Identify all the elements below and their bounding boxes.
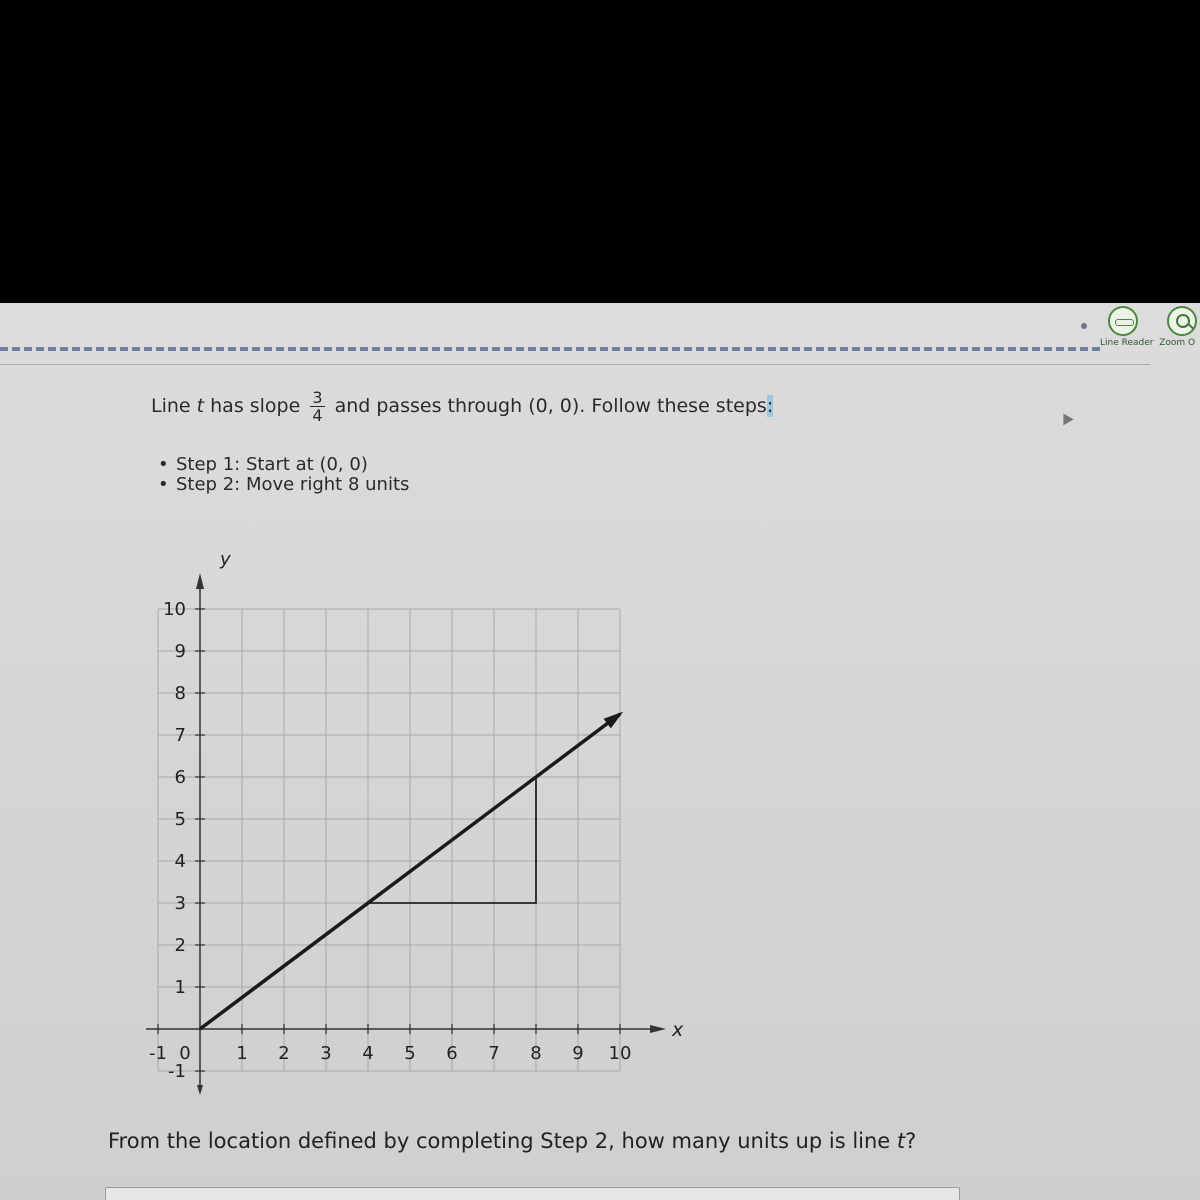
line-variable: t (196, 395, 205, 417)
x-tick-label: 10 (608, 1043, 632, 1064)
y-axis-arrow (196, 573, 204, 589)
question-variable: t (896, 1129, 906, 1153)
x-tick-label: 6 (446, 1043, 458, 1064)
step-item: • Step 1: Start at (0, 0) (158, 454, 368, 475)
y-tick-label: 3 (174, 893, 186, 914)
x-tick-label: 5 (404, 1043, 416, 1064)
x-tick-label: 2 (278, 1043, 290, 1064)
question-text: From the location defined by completing Step 2, how many units up is line t? (108, 1129, 917, 1153)
line-reader-label: Line Reader (1100, 338, 1154, 348)
x-tick-label: 0 (179, 1043, 191, 1064)
x-tick-label: 1 (236, 1043, 248, 1064)
y-axis-label: y (220, 549, 231, 570)
y-tick-label: 7 (174, 725, 186, 746)
y-tick-label: 6 (174, 767, 186, 788)
zoom-label: Zoom O (1159, 338, 1196, 348)
text-highlight: : (766, 395, 774, 417)
y-axis-arrow-down (197, 1085, 203, 1095)
y-tick-label: 9 (174, 641, 186, 662)
step-item: • Step 2: Move right 8 units (158, 474, 410, 495)
y-tick-label: 8 (174, 683, 186, 704)
y-tick-label: 10 (163, 599, 186, 620)
x-tick-label: -1 (149, 1043, 167, 1064)
x-tick-label: 9 (572, 1043, 584, 1064)
problem-statement: Line t has slope $\frac{3}{4}$ and passes through (0, 0). Follow these steps: (151, 388, 774, 425)
slope-numerator: 3 (312, 388, 323, 407)
slope-denominator: 4 (312, 406, 323, 425)
y-tick-label: 4 (174, 851, 186, 872)
x-axis-arrow (650, 1025, 666, 1033)
x-tick-label: 7 (488, 1043, 500, 1064)
x-tick-label: 3 (320, 1043, 332, 1064)
y-tick-label: -1 (168, 1061, 186, 1082)
chart-marks (200, 712, 623, 1029)
x-tick-label: 8 (530, 1043, 542, 1064)
tick-labels (149, 599, 631, 1082)
y-tick-label: 2 (174, 935, 186, 956)
y-tick-label: 5 (174, 809, 186, 830)
axes (146, 549, 684, 1095)
grid-lines (158, 609, 620, 1071)
x-axis-label: x (672, 1019, 684, 1041)
coordinate-graph (0, 303, 1200, 1123)
y-tick-label: 1 (174, 977, 186, 998)
screen-area (0, 303, 1200, 1200)
answer-input[interactable] (105, 1187, 960, 1200)
x-tick-label: 4 (362, 1043, 374, 1064)
